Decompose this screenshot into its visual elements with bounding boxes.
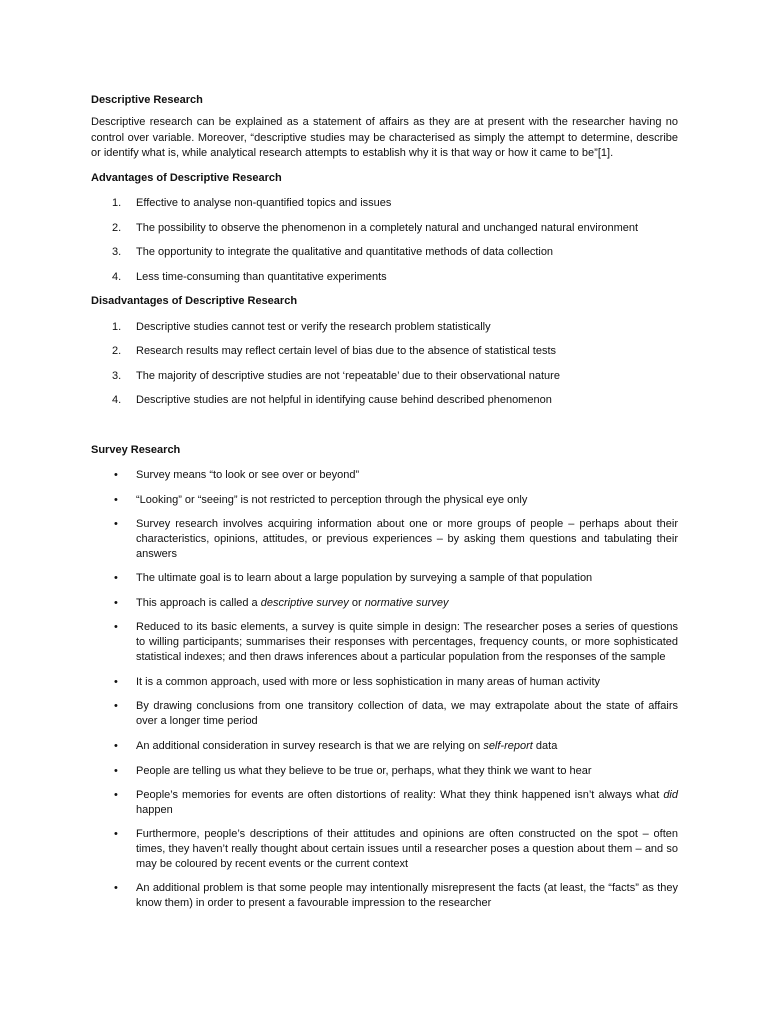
bullet: • [114,572,118,584]
list-item-text: Survey research involves acquiring information about one or more groups of people – perhaps about their characteristics, opinions, attitudes, or previous experiences – by asking them questions and tabulating their answers [136,518,678,560]
bullet: • [114,494,118,506]
list-item-text [136,596,678,611]
bullet: • [114,621,118,633]
list-item-text [136,739,678,754]
list-item-text: Reduced to its basic elements, a survey is quite simple in design: The researcher poses a series of questions to willing participants; summarises their responses with percentages, frequency counts, or more sophisticated statistical indexes; and then draws inferences about a particular population from the responses of the sample [136,621,678,663]
text-run: happen [136,804,173,816]
bullet: • [114,828,118,840]
bullet: • [114,789,118,801]
bullet: • [114,597,118,609]
list-item-text: The possibility to observe the phenomenon in a completely natural and unchanged natural environment [136,222,639,234]
list-marker: 3. [112,246,122,258]
list-item-text: The ultimate goal is to learn about a large population by surveying a sample of that population [136,572,593,584]
list-marker: 1. [112,321,122,333]
advantages-heading: Advantages of Descriptive Research [91,172,282,184]
list-marker: 2. [112,222,122,234]
bullet: • [114,518,118,530]
bullet: • [114,882,118,894]
list-item-text: People are telling us what they believe to be true or, perhaps, what they think we want to hear [136,765,592,777]
list-item-text: By drawing conclusions from one transitory collection of data, we may extrapolate about the state of affairs over a longer time period [136,700,678,727]
list-item-text: Less time-consuming than quantitative experiments [136,271,387,283]
emphasis-did: did [663,789,678,801]
bullet: • [114,765,118,777]
list-item-text: The majority of descriptive studies are not ‘repeatable’ due to their observational nature [136,370,560,382]
list-item-text: It is a common approach, used with more or less sophistication in many areas of human activity [136,676,601,688]
list-marker: 2. [112,345,122,357]
descriptive-research-heading: Descriptive Research [91,94,203,106]
list-marker: 1. [112,197,122,209]
survey-research-heading: Survey Research [91,444,181,456]
list-item-text: “Looking” or “seeing” is not restricted to perception through the physical eye only [136,494,528,506]
descriptive-research-paragraph: Descriptive research can be explained as a statement of affairs as they are at present with the researcher having no control over variable. Moreover, “descriptive studies may be characterised as simply the attempt to determine, describe or identify what is, while analytical research attempts to establish why it is that way or how it came to be”[1]. [91,116,678,159]
text-run: People’s memories for events are often distortions of reality: What they think happened isn’t always what [136,789,664,801]
list-item-text: Furthermore, people’s descriptions of their attitudes and opinions are often constructed on the spot – often times, they haven’t really thought about certain issues until a researcher poses a question about them – and so may be coloured by recent events or the current context [136,828,678,870]
text-run: data [532,740,558,752]
list-item-text: The opportunity to integrate the qualitative and quantitative methods of data collection [136,246,554,258]
emphasis-normative-survey: normative survey [364,597,449,609]
list-marker: 4. [112,394,122,406]
list-marker: 3. [112,370,122,382]
bullet: • [114,700,118,712]
list-item-text [136,788,678,818]
bullet: • [114,469,118,481]
bullet: • [114,740,118,752]
text-run: An additional consideration in survey research is that we are relying on [136,740,484,752]
emphasis-self-report: self-report [483,740,533,752]
list-item-text: Descriptive studies cannot test or verify the research problem statistically [136,321,491,333]
list-item-text: Effective to analyse non-quantified topics and issues [136,197,392,209]
list-item-text: Survey means “to look or see over or beyond” [136,469,360,481]
text-run: or [348,597,365,609]
disadvantages-heading: Disadvantages of Descriptive Research [91,295,298,307]
list-item-text: An additional problem is that some people may intentionally misrepresent the facts (at least, the “facts” as they know them) in order to present a favourable impression to the researcher [136,882,678,909]
bullet: • [114,676,118,688]
list-marker: 4. [112,271,122,283]
text-run: This approach is called a [136,597,261,609]
list-item-text: Research results may reflect certain level of bias due to the absence of statistical tests [136,345,557,357]
list-item-text: Descriptive studies are not helpful in identifying cause behind described phenomenon [136,394,552,406]
emphasis-descriptive-survey: descriptive survey [260,597,349,609]
